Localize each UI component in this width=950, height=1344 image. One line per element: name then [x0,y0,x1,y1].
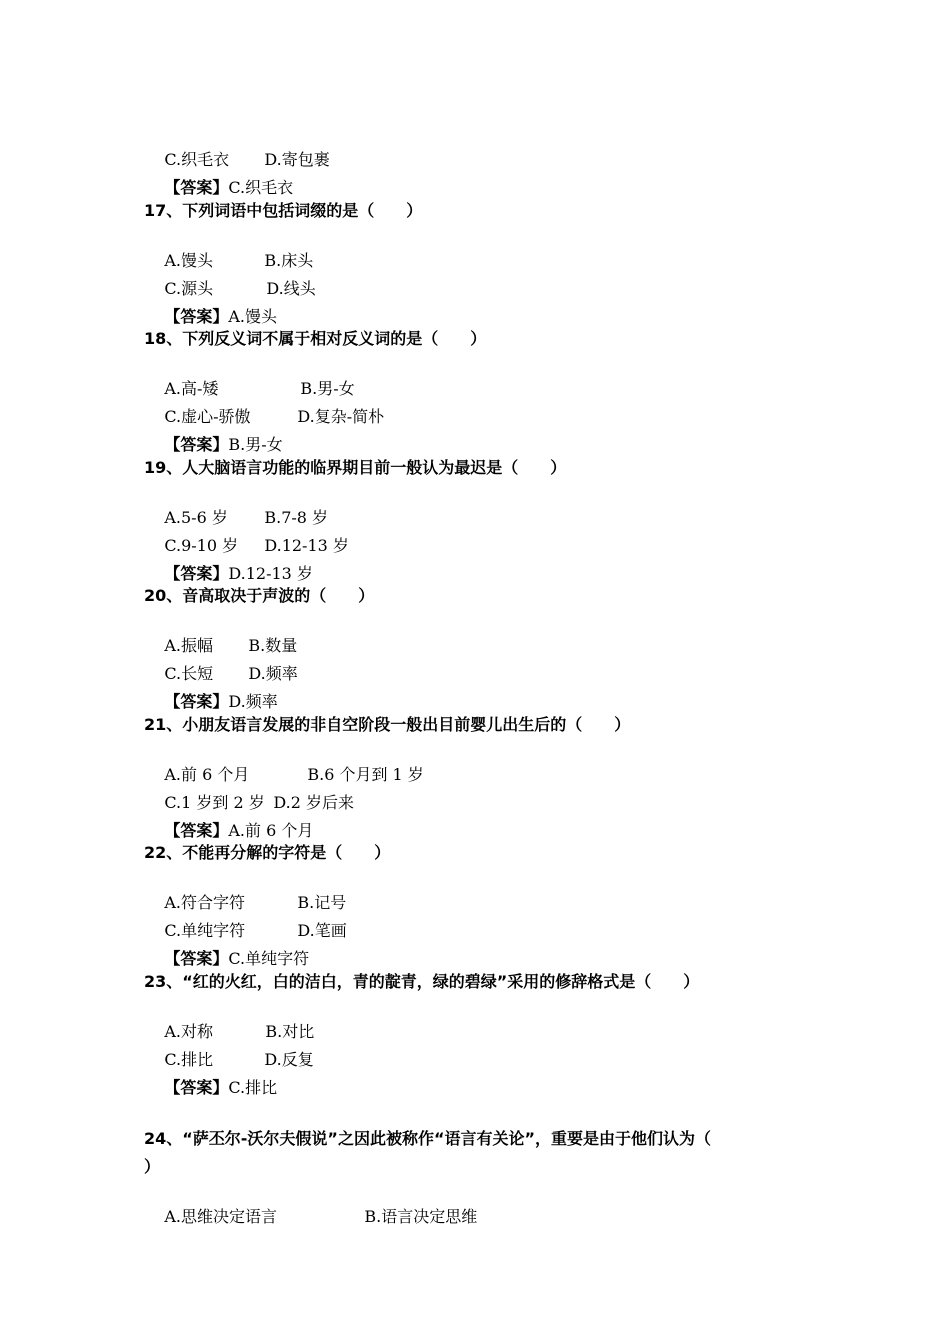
answer-value: D.频率 [228,692,278,711]
question-24-options-row-1 [144,1184,477,1250]
answer-label: 【答案】 [164,564,229,583]
option-d: D.频率 [248,664,298,683]
option-b: B.对比 [265,1022,315,1041]
option-b: B.语言决定思维 [364,1207,478,1226]
answer-value: A.前 6 个月 [228,821,314,840]
question-22-stem: 22、不能再分解的字符是（ ） [144,843,391,862]
option-b: B.床头 [264,251,314,270]
option-d: D.2 岁后来 [273,793,354,812]
option-a: A.对称 [164,1022,213,1041]
option-c: C.排比 [164,1050,214,1069]
answer-value: C.排比 [228,1078,278,1097]
option-b: B.7-8 岁 [264,508,329,527]
option-d: D.线头 [266,279,316,298]
option-d: D.反复 [264,1050,314,1069]
answer-label: 【答案】 [164,178,229,197]
option-b: B.男-女 [300,379,355,398]
option-a: A.符合字符 [164,893,245,912]
option-d: D.复杂-简朴 [297,407,385,426]
question-19-stem: 19、人大脑语言功能的临界期目前一般认为最迟是（ ） [144,458,567,477]
answer-value: C.单纯字符 [228,949,310,968]
answer-label: 【答案】 [164,692,229,711]
option-a: A.前 6 个月 [164,765,250,784]
option-b: B.记号 [297,893,347,912]
option-a: A.馒头 [164,251,213,270]
question-23-answer [144,1055,277,1121]
option-c: C.9-10 岁 [164,536,239,555]
answer-label: 【答案】 [164,949,229,968]
question-17-stem: 17、下列词语中包括词缀的是（ ） [144,201,423,220]
answer-value: C.织毛衣 [228,178,294,197]
option-d: D.12-13 岁 [264,536,349,555]
question-24-stem-line-2: ） [144,1157,161,1176]
answer-label: 【答案】 [164,307,229,326]
option-c: C.1 岁到 2 岁 [164,793,265,812]
option-a: A.高-矮 [164,379,219,398]
option-b: B.6 个月到 1 岁 [307,765,424,784]
question-24-stem-line-1: 24、“萨丕尔-沃尔夫假说”之因此被称作“语言有关论”，重要是由于他们认为（ [144,1129,711,1148]
answer-label: 【答案】 [164,1078,229,1097]
question-21-stem: 21、小朋友语言发展的非自空阶段一般出目前婴儿出生后的（ ） [144,715,631,734]
question-20-stem: 20、音高取决于声波的（ ） [144,586,375,605]
option-a: A.振幅 [164,636,213,655]
option-c: C.织毛衣 [164,150,230,169]
question-23-stem: 23、“红的火红，白的洁白，青的靛青，绿的碧绿”采用的修辞格式是（ ） [144,972,700,991]
option-a: A.5-6 岁 [164,508,228,527]
question-18-stem: 18、下列反义词不属于相对反义词的是（ ） [144,329,487,348]
option-c: C.长短 [164,664,214,683]
answer-value: A.馒头 [228,307,278,326]
option-b: B.数量 [248,636,298,655]
option-c: C.单纯字符 [164,921,246,940]
answer-label: 【答案】 [164,821,229,840]
answer-value: B.男-女 [228,435,283,454]
option-a: A.思维决定语言 [164,1207,277,1226]
answer-value: D.12-13 岁 [228,564,313,583]
option-c: C.源头 [164,279,214,298]
answer-label: 【答案】 [164,435,229,454]
option-c: C.虚心-骄傲 [164,407,251,426]
option-d: D.笔画 [297,921,347,940]
option-d: D.寄包裹 [264,150,330,169]
